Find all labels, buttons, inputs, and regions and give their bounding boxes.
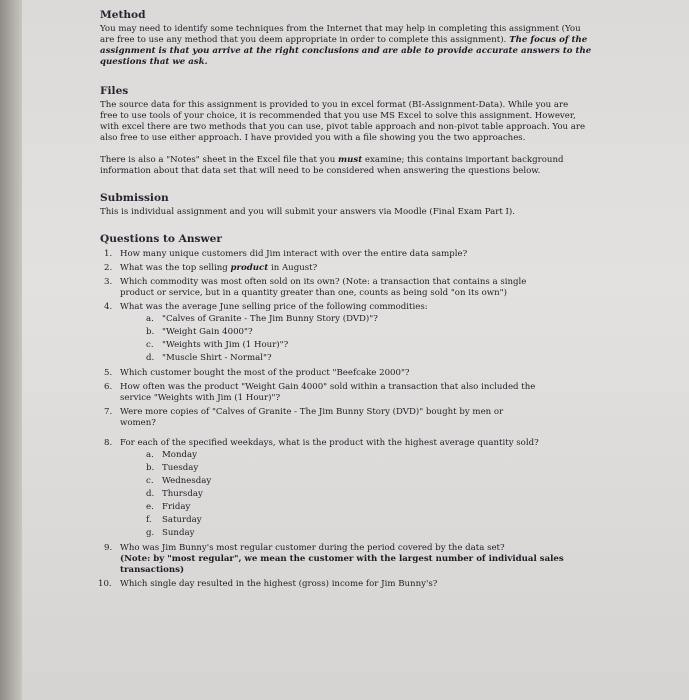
questions-heading: Questions to Answer — [100, 233, 222, 245]
question-item — [100, 543, 600, 576]
question-item — [100, 368, 600, 379]
sub-item-letter: b. — [146, 327, 155, 337]
question-text: How often was the product "Weight Gain 4000" sold within a transaction that also included the — [120, 382, 536, 392]
sub-item — [146, 352, 600, 365]
sub-item-text: Monday — [162, 450, 197, 460]
sub-item-letter: a. — [146, 314, 154, 324]
method-line-text: are free to use any method that you deem appropriate in order to complete this assignment). — [100, 35, 507, 45]
question-text: Who was Jim Bunny's most regular customer during the period covered by the data set? — [120, 543, 505, 553]
method-line — [100, 35, 600, 46]
questions-section — [100, 232, 600, 590]
question-item — [100, 277, 600, 299]
sub-item-letter: c. — [146, 340, 154, 350]
question-text: Were more copies of "Calves of Granite - The Jim Bunny Story (DVD)" bought by men or — [120, 407, 504, 417]
question-text: For each of the specified weekdays, what is the product with the highest average quantity sold? — [120, 438, 539, 448]
files-paragraph-1 — [100, 100, 600, 144]
question-number: 6. — [104, 382, 113, 392]
sub-item-text: Thursday — [162, 489, 203, 499]
files-section — [100, 84, 600, 177]
question-number: 5. — [104, 368, 113, 378]
sub-item-text: Tuesday — [162, 463, 199, 473]
method-heading: Method — [100, 9, 146, 21]
question-text: What was the top selling — [120, 263, 231, 273]
sub-list — [120, 449, 600, 540]
question-text: Which customer bought the most of the product "Beefcake 2000"? — [120, 368, 410, 378]
sub-list — [120, 313, 600, 365]
sub-item-letter: f. — [146, 515, 152, 525]
sub-item — [146, 475, 600, 488]
sub-item-text: "Weight Gain 4000"? — [162, 327, 253, 337]
page-shadow-edge — [0, 0, 22, 700]
question-number: 1. — [104, 249, 113, 259]
question-note: (Note: by "most regular", we mean the customer with the largest number of individual sales — [120, 554, 564, 564]
sub-item — [146, 514, 600, 527]
sub-item — [146, 501, 600, 514]
question-number: 9. — [104, 543, 113, 553]
submission-heading: Submission — [100, 192, 169, 204]
files-text: examine; this contains important background — [362, 155, 564, 165]
method-emphasis: The focus of the — [506, 35, 588, 45]
submission-section — [100, 191, 600, 218]
question-text: How many unique customers did Jim interact with over the entire data sample? — [120, 249, 468, 259]
method-section — [100, 8, 600, 68]
files-text: There is also a "Notes" sheet in the Excel file that you — [100, 155, 339, 165]
question-item — [100, 263, 600, 274]
sub-item-text: Wednesday — [162, 476, 212, 486]
question-text: in August? — [268, 263, 318, 273]
question-item — [100, 579, 600, 590]
sub-item-letter: e. — [146, 502, 154, 512]
question-number: 4. — [104, 302, 113, 312]
sub-item-letter: a. — [146, 450, 154, 460]
sub-item — [146, 339, 600, 352]
question-text: What was the average June selling price of the following commodities: — [120, 302, 428, 312]
files-line: The source data for this assignment is provided to you in excel format (BI-Assignment-Data). While you are — [100, 100, 569, 110]
sub-item — [146, 488, 600, 501]
sub-item-text: Friday — [162, 502, 191, 512]
method-line: You may need to identify some techniques from the Internet that may help in completing this assignment (You — [100, 24, 581, 34]
sub-item-text: "Calves of Granite - The Jim Bunny Story (DVD)"? — [162, 314, 378, 324]
questions-list — [100, 249, 600, 590]
sub-item-text: Saturday — [162, 515, 202, 525]
sub-item-text: Sunday — [162, 528, 195, 538]
files-line — [100, 155, 600, 166]
question-number: 7. — [104, 407, 113, 417]
question-number: 10. — [98, 579, 112, 589]
files-must: must — [338, 155, 363, 165]
question-item — [100, 302, 600, 365]
sub-item-letter: g. — [146, 528, 155, 538]
method-paragraph — [100, 24, 600, 68]
sub-item-text: "Weights with Jim (1 Hour)"? — [162, 340, 289, 350]
question-text: Which single day resulted in the highest (gross) income for Jim Bunny's? — [120, 579, 438, 589]
sub-item — [146, 527, 600, 540]
question-text: women? — [120, 418, 156, 428]
files-line: with excel there are two methods that you can use, pivot table approach and non-pivot table approach. You are — [100, 122, 586, 132]
sub-item — [146, 449, 600, 462]
method-emphasis-line: questions that we ask. — [100, 57, 208, 67]
question-number: 8. — [104, 438, 113, 448]
submission-text: This is individual assignment and you will submit your answers via Moodle (Final Exam Part I). — [100, 207, 516, 217]
question-text: service "Weights with Jim (1 Hour)"? — [120, 393, 281, 403]
sub-item — [146, 313, 600, 326]
sub-item-letter: c. — [146, 476, 154, 486]
question-emphasis: product — [230, 263, 269, 273]
sub-item — [146, 462, 600, 475]
question-item — [100, 249, 600, 260]
files-line: also free to use either approach. I have provided you with a file showing you the two approaches. — [100, 133, 526, 143]
sub-item-text: "Muscle Shirt - Normal"? — [162, 353, 272, 363]
sub-item-letter: b. — [146, 463, 155, 473]
question-text: product or service, but in a quantity greater than one, counts as being sold "on its own") — [120, 288, 507, 298]
sub-item-letter: d. — [146, 489, 155, 499]
method-emphasis-line: assignment is that you arrive at the right conclusions and are able to provide accurate answers to the — [100, 46, 592, 56]
files-line: free to use tools of your choice, it is recommended that you use MS Excel to solve this assignment. However, — [100, 111, 576, 121]
files-heading: Files — [100, 85, 129, 97]
question-number: 3. — [104, 277, 113, 287]
question-item — [100, 407, 600, 429]
question-number: 2. — [104, 263, 113, 273]
sub-item — [146, 326, 600, 339]
question-note: transactions) — [120, 565, 185, 575]
files-paragraph-2 — [100, 155, 600, 177]
document-content — [100, 8, 600, 593]
files-line: information about that data set that will need to be considered when answering the questions below. — [100, 166, 541, 176]
sub-item-letter: d. — [146, 353, 155, 363]
question-item — [100, 382, 600, 404]
question-text: Which commodity was most often sold on its own? (Note: a transaction that contains a single — [120, 277, 527, 287]
question-item — [100, 438, 600, 540]
